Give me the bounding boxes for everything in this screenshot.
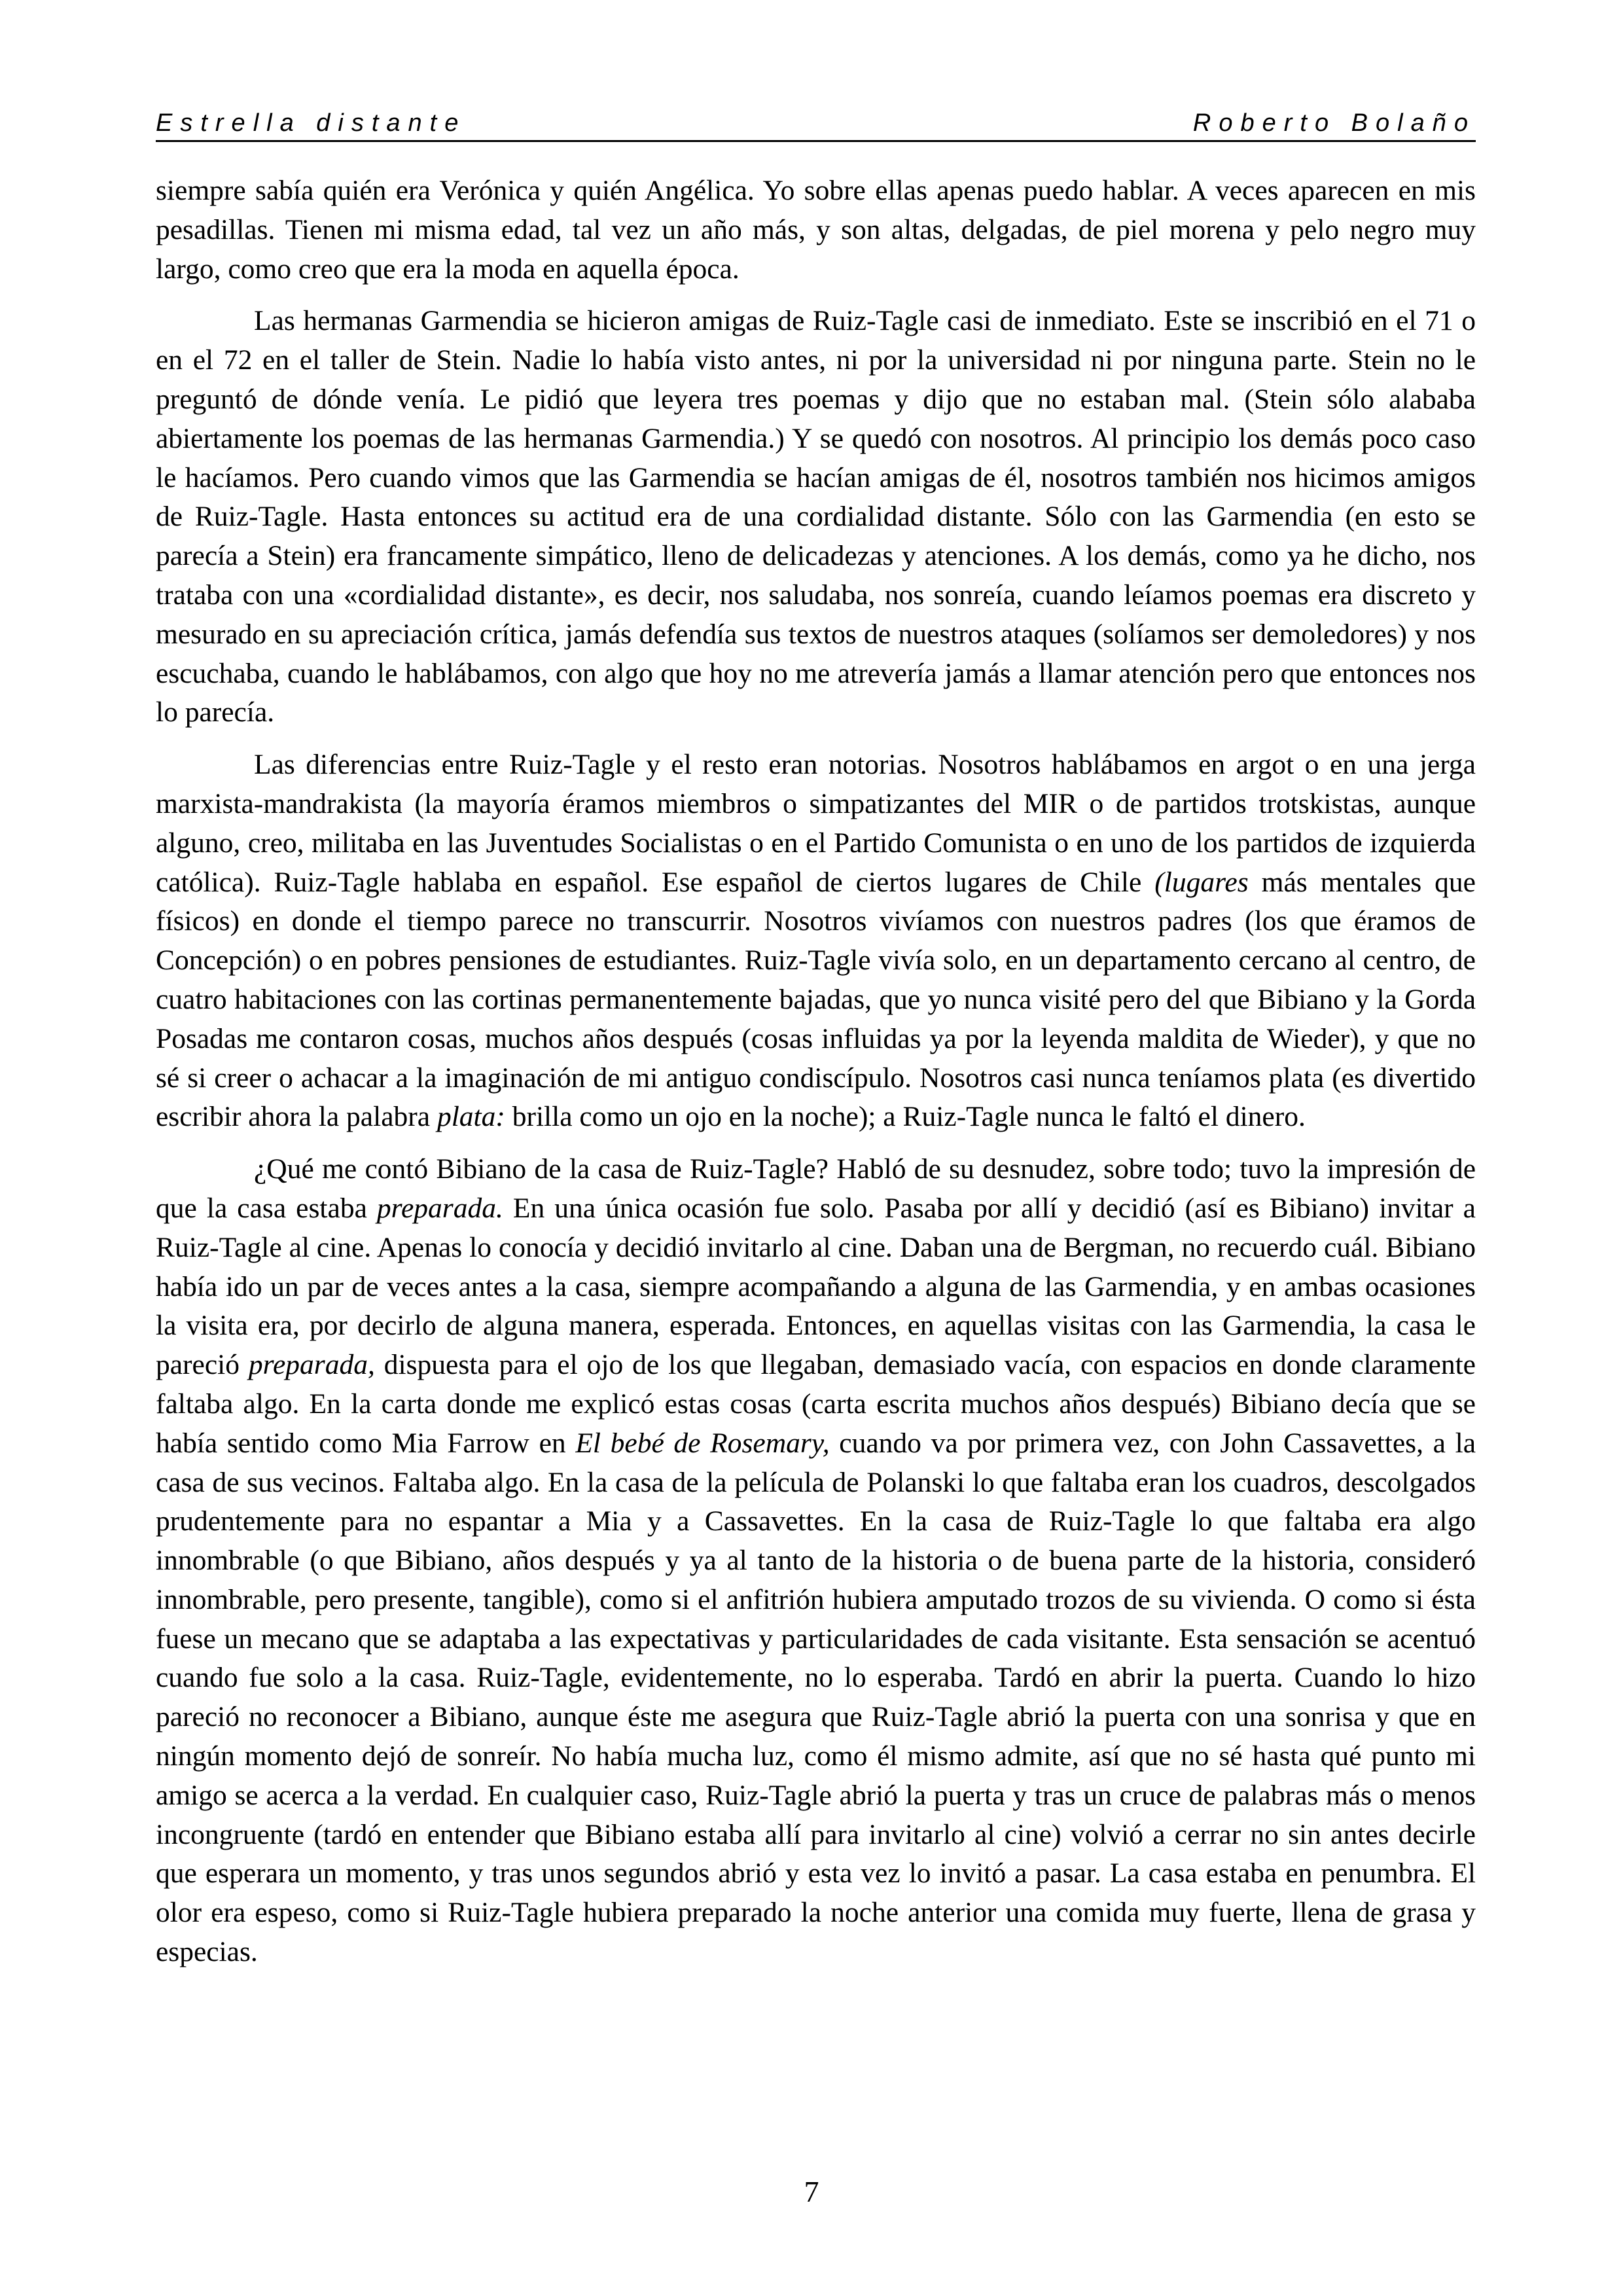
text-segment: Las diferencias entre Ruiz-Tagle y el resto eran notorias. Nosotros hablábamos en argot o en una jerga marxista-mandrakista (la mayoría éramos miembros o simpatizantes del MIR o de partidos trotskistas, aunque alguno, creo, militaba en las Juventudes Socialistas o en el Partido Comunista o en uno de los partidos de izquierda católica). Ruiz-Tagle hablaba en español. Ese español de ciertos lugares de Chile <box>156 749 1476 898</box>
text-segment: Las hermanas Garmendia se hicieron amigas de Ruiz-Tagle casi de inmediato. Este se inscribió en el 71 o en el 72 en el taller de Stein. Nadie lo había visto antes, ni por la universidad ni por ninguna parte. Stein no le preguntó de dónde venía. Le pidió que leyera tres poemas y dijo que no estaban mal. (Stein sólo alababa abiertamente los poemas de las hermanas Garmendia.) Y se quedó con nosotros. Al principio los demás poco caso le hacíamos. Pero cuando vimos que las Garmendia se hacían amigas de él, nosotros también nos hicimos amigos de Ruiz-Tagle. Hasta entonces su actitud era de una cordialidad distante. Sólo con las Garmendia (en esto se parecía a Stein) era francamente simpático, lleno de delicadezas y atenciones. A los demás, como ya he dicho, nos trataba con una «cordialidad distante», es decir, nos saludaba, nos sonreía, cuando leíamos poemas era discreto y mesurado en su apreciación crítica, jamás defendía sus textos de nuestros ataques (solíamos ser demoledores) y nos escuchaba, cuando le hablábamos, con algo que hoy no me atrevería jamás a llamar atención pero que entonces nos lo parecía. <box>156 305 1476 728</box>
paragraph-3 <box>156 745 1476 1137</box>
text-segment: cuando va por primera vez, con John Cassavettes, a la casa de sus vecinos. Faltaba algo. En la casa de la película de Polanski lo que faltaba eran los cuadros, descolgados prudentemente para no espantar a Mia y a Cassavettes. En la casa de Ruiz-Tagle lo que faltaba era algo innombrable (o que Bibiano, años después y ya al tanto de la historia o de buena parte de la historia, consideró innombrable, pero presente, tangible), como si el anfitrión hubiera amputado trozos de su vivienda. O como si ésta fuese un mecano que se adaptaba a las expectativas y particularidades de cada visitante. Esta sensación se acentuó cuando fue solo a la casa. Ruiz-Tagle, evidentemente, no lo esperaba. Tardó en abrir la puerta. Cuando lo hizo pareció no reconocer a Bibiano, aunque éste me asegura que Ruiz-Tagle abrió la puerta con una sonrisa y que en ningún momento dejó de sonreír. No había mucha luz, como él mismo admite, así que no sé hasta qué punto mi amigo se acerca a la verdad. En cualquier caso, Ruiz-Tagle abrió la puerta y tras un cruce de palabras más o menos incongruente (tardó en entender que Bibiano estaba allí para invitarlo al cine) volvió a cerrar no sin antes decirle que esperara un momento, y tras unos segundos abrió y esta vez lo invitó a pasar. La casa estaba en penumbra. El olor era espeso, como si Ruiz-Tagle hubiera preparado la noche anterior una comida muy fuerte, llena de grasa y especias. <box>156 1427 1476 1968</box>
body-text <box>156 171 1476 1985</box>
italic-text: (lugares <box>1154 866 1249 898</box>
paragraph-2 <box>156 302 1476 732</box>
paragraph-4 <box>156 1150 1476 1972</box>
page-header <box>156 98 1476 142</box>
italic-text: preparada. <box>376 1192 503 1224</box>
text-segment: siempre sabía quién era Verónica y quién Angélica. Yo sobre ellas apenas puedo hablar. A veces aparecen en mis pesadillas. Tienen mi misma edad, tal vez un año más, y son altas, delgadas, de piel morena y pelo negro muy largo, como creo que era la moda en aquella época. <box>156 175 1476 285</box>
text-segment: brilla como un ojo en la noche); a Ruiz-Tagle nunca le faltó el dinero. <box>505 1101 1306 1133</box>
book-title: Estrella distante <box>156 109 467 137</box>
text-segment: más mentales que físicos) en donde el tiempo parece no transcurrir. Nosotros vivíamos con nuestros padres (los que éramos de Concepción) o en pobres pensiones de estudiantes. Ruiz-Tagle vivía solo, en un departamento cercano al centro, de cuatro habitaciones con las cortinas permanentemente bajadas, que yo nunca visité pero del que Bibiano y la Gorda Posadas me contaron cosas, muchos años después (cosas influidas ya por la leyenda maldita de Wieder), y que no sé si creer o achacar a la imaginación de mi antiguo condiscípulo. Nosotros casi nunca teníamos plata (es divertido escribir ahora la palabra <box>156 866 1476 1133</box>
text-segment: En una única ocasión fue solo. Pasaba por allí y decidió (así es Bibiano) invitar a Ruiz-Tagle al cine. Apenas lo conocía y decidió invitarlo al cine. Daban una de Bergman, no recuerdo cuál. Bibiano había ido un par de veces antes a la casa, siempre acompañando a alguna de las Garmendia, y en ambas ocasiones la visita era, por decirlo de alguna manera, esperada. Entonces, en aquellas visitas con las Garmendia, la casa le pareció <box>156 1192 1476 1381</box>
text-segment: dispuesta para el ojo de los que llegaban, demasiado vacía, con espacios en donde claramente faltaba algo. En la carta donde me explicó estas cosas (carta escrita muchos años después) Bibiano decía que se había sentido como Mia Farrow en <box>156 1349 1476 1459</box>
italic-text: El bebé de Rosemary, <box>575 1427 830 1459</box>
italic-text: preparada, <box>248 1349 375 1381</box>
italic-text: plata: <box>437 1101 505 1133</box>
page-number: 7 <box>804 2175 819 2208</box>
author-name: Roberto Bolaño <box>1192 109 1476 137</box>
paragraph-1 <box>156 171 1476 289</box>
text-segment: ¿Qué me contó Bibiano de la casa de Ruiz-Tagle? Habló de su desnudez, sobre todo; tuvo la impresión de que la casa estaba <box>156 1153 1476 1224</box>
